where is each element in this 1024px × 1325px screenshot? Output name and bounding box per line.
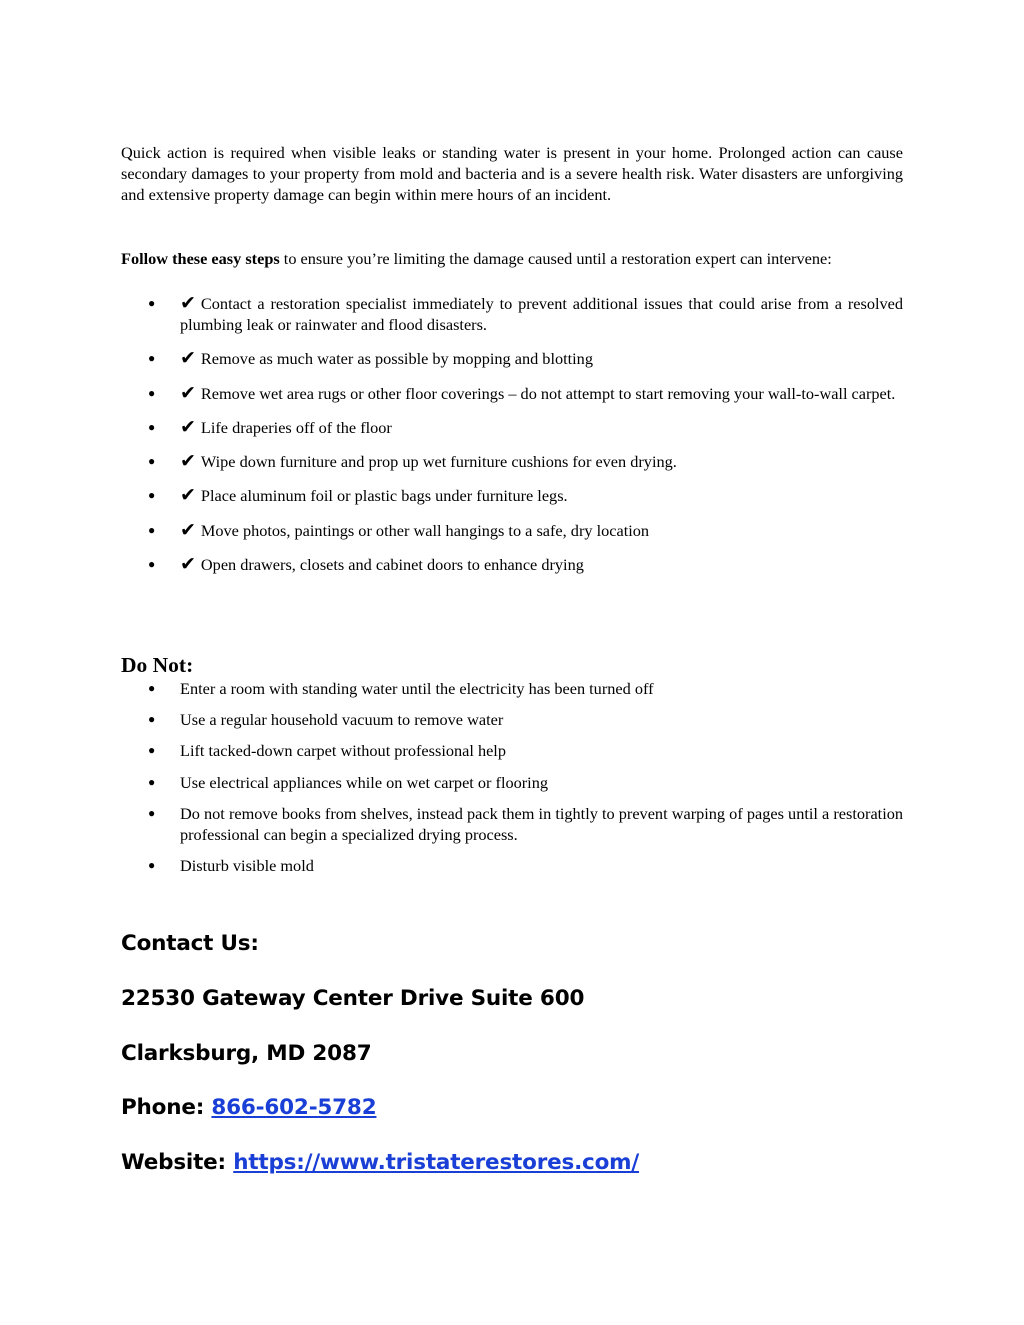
phone-link[interactable]: 866-602-5782 <box>211 1095 377 1120</box>
list-item: ● Disturb visible mold <box>148 855 314 875</box>
do-not-heading: Do Not: <box>121 653 194 677</box>
list-item: ● ✔ Place aluminum foil or plastic bags under furniture legs. <box>148 484 568 507</box>
intro-paragraph: Quick action is required when visible leaks or standing water is present in your home. Prolonged action can cause secondary damages to your property from mold and bacteria and is a severe health risk. Water disasters are unforgiving and extensive property damage can begin within mere hours of an incident. <box>121 143 903 204</box>
bullet-icon: ● <box>148 385 156 400</box>
steps-lead-bold: Follow these easy steps <box>121 249 280 268</box>
list-item: ● ✔ Remove wet area rugs or other floor coverings – do not attempt to start removing your wall-to-wall carpet. <box>148 381 896 404</box>
bullet-icon: ● <box>148 488 156 503</box>
list-item: ● ✔ Contact a restoration specialist immediately to prevent additional issues that could arise from a resolved plumbing leak or rainwater and flood disasters. <box>148 292 903 334</box>
bullet-icon: ● <box>148 712 156 727</box>
list-item: ● Enter a room with standing water until the electricity has been turned off <box>148 679 654 698</box>
check-mark-icon: ✔ <box>180 292 196 314</box>
bullet-icon: ● <box>148 743 156 758</box>
list-item: ● ✔ Life draperies off of the floor <box>148 415 392 438</box>
address-line-1: 22530 Gateway Center Drive Suite 600 <box>121 986 585 1011</box>
list-item: ● Use electrical appliances while on wet carpet or flooring <box>148 772 548 792</box>
check-mark-icon: ✔ <box>180 518 196 541</box>
steps-lead-paragraph <box>121 248 903 269</box>
bullet-icon: ● <box>148 419 156 434</box>
address-line-2: Clarksburg, MD 2087 <box>121 1041 372 1066</box>
check-mark-icon: ✔ <box>180 553 196 576</box>
list-item: ● Do not remove books from shelves, instead pack them in tightly to prevent warping of pages until a restoration professional can begin a specialized drying process. <box>148 803 903 844</box>
bullet-icon: ● <box>148 351 156 366</box>
steps-lead-text: to ensure you’re limiting the damage caused until a restoration expert can intervene: <box>279 249 832 268</box>
list-item: ● ✔ Move photos, paintings or other wall hangings to a safe, dry location <box>148 518 650 541</box>
list-item: ● ✔ Open drawers, closets and cabinet doors to enhance drying <box>148 553 584 576</box>
phone-label: Phone: <box>121 1095 212 1120</box>
steps-list <box>121 293 903 588</box>
bullet-icon: ● <box>148 805 156 820</box>
contact-heading: Contact Us: <box>121 931 259 956</box>
website-line <box>121 1149 639 1177</box>
bullet-icon: ● <box>148 454 156 469</box>
bullet-icon: ● <box>148 296 156 310</box>
check-mark-icon: ✔ <box>180 484 196 507</box>
website-link[interactable]: https://www.tristaterestores.com/ <box>233 1150 640 1175</box>
check-mark-icon: ✔ <box>180 381 196 404</box>
website-label: Website: <box>121 1150 234 1175</box>
do-not-list <box>121 678 903 886</box>
check-mark-icon: ✔ <box>180 450 196 473</box>
list-item: ● ✔ Wipe down furniture and prop up wet furniture cushions for even drying. <box>148 450 677 473</box>
list-item: ● Lift tacked-down carpet without professional help <box>148 741 506 761</box>
bullet-icon: ● <box>148 522 156 537</box>
bullet-icon: ● <box>148 681 156 695</box>
bullet-icon: ● <box>148 774 156 789</box>
phone-line <box>121 1094 376 1122</box>
bullet-icon: ● <box>148 857 156 872</box>
list-item: ● ✔ Remove as much water as possible by mopping and blotting <box>148 347 593 370</box>
list-item: ● Use a regular household vacuum to remove water <box>148 710 504 730</box>
check-mark-icon: ✔ <box>180 415 196 438</box>
check-mark-icon: ✔ <box>180 347 196 370</box>
bullet-icon: ● <box>148 557 156 572</box>
